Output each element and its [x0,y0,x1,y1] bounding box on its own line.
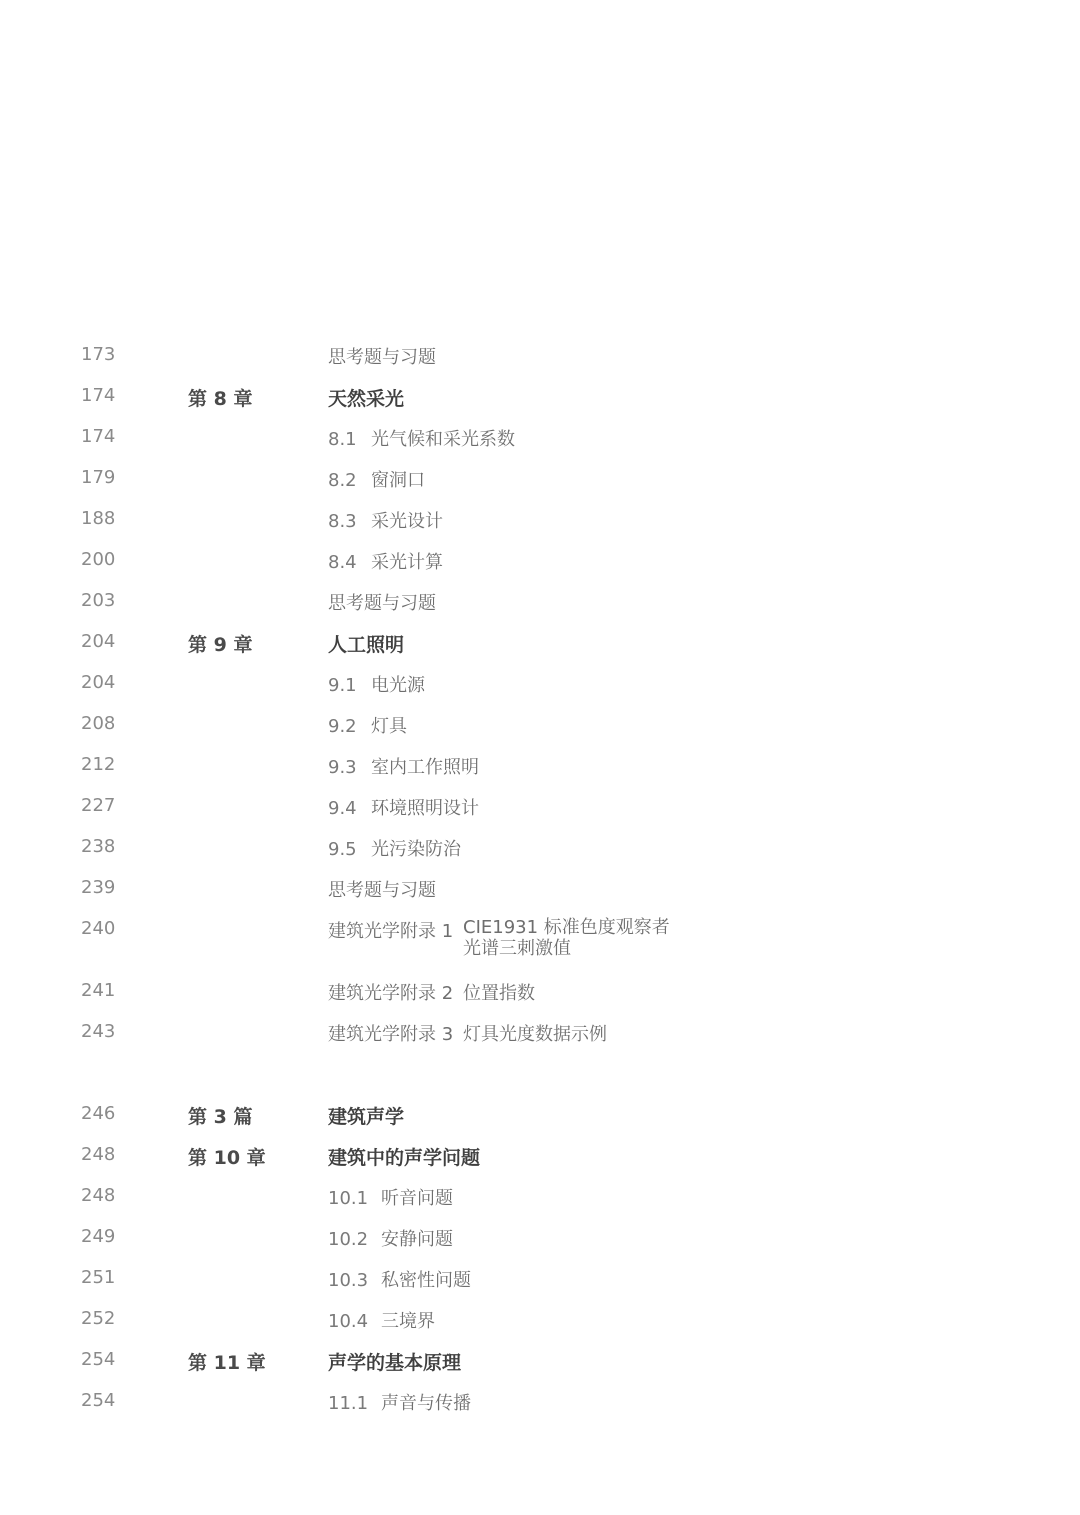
chapter-label: 第 8 章 [188,388,253,410]
page-number: 173 [81,344,116,365]
page-number: 254 [81,1390,116,1411]
appendix-title [328,1020,607,1046]
toc-entry [0,586,1080,627]
appendix-description [463,917,703,959]
section-text: 听音问题 [381,1188,453,1209]
page-number: 246 [81,1103,116,1124]
appendix-description: 灯具光度数据示例 [463,1024,607,1045]
page-number: 254 [81,1349,116,1370]
section-text: 电光源 [371,675,425,696]
page-number: 188 [81,508,116,529]
section-text: 声音与传播 [381,1393,471,1414]
section-title [328,712,407,738]
chapter-title: 人工照明 [328,634,405,656]
appendix-label: 建筑光学附录 2 [328,983,454,1004]
appendix-title [328,917,703,959]
page-number: 240 [81,918,116,939]
entry-title: 思考题与习题 [328,347,436,368]
page-number: 204 [81,672,116,693]
page-number: 251 [81,1267,116,1288]
toc-entry [0,709,1080,750]
toc-entry [0,1181,1080,1222]
section-number: 9.4 [328,798,357,819]
appendix-title [328,979,535,1005]
section-title [328,671,425,697]
section-title [328,1266,471,1292]
section-title [328,507,443,533]
page-number: 248 [81,1144,116,1165]
chapter-title: 天然采光 [328,388,405,410]
toc-entry [0,1263,1080,1304]
section-text: 私密性问题 [381,1270,471,1291]
chapter-label: 第 11 章 [188,1352,266,1374]
toc-entry [0,1386,1080,1427]
section-number: 8.2 [328,470,357,491]
section-text: 环境照明设计 [371,798,479,819]
section-number: 10.4 [328,1311,369,1332]
section-text: 光气候和采光系数 [371,429,515,450]
toc-entry [0,463,1080,504]
section-text: 采光计算 [371,552,443,573]
page-number: 174 [81,385,116,406]
appendix-label: 建筑光学附录 1 [328,921,454,942]
section-number: 9.5 [328,839,357,860]
table-of-contents [0,340,1080,1427]
section-title [328,466,425,492]
toc-chapter-entry [0,381,1080,422]
chapter-label: 第 9 章 [188,634,253,656]
section-title [328,548,443,574]
appendix-description-line: 光谱三刺激值 [463,938,571,959]
toc-chapter-entry [0,627,1080,668]
page-number: 249 [81,1226,116,1247]
page-number: 243 [81,1021,116,1042]
entry-title: 思考题与习题 [328,593,436,614]
part-title: 建筑声学 [328,1106,405,1128]
section-title [328,794,479,820]
section-title [328,1225,453,1251]
section-number: 9.3 [328,757,357,778]
toc-entry [0,668,1080,709]
chapter-title: 声学的基本原理 [328,1352,462,1374]
toc-entry [0,1304,1080,1345]
toc-appendix-entry [0,914,1080,976]
page-number: 227 [81,795,116,816]
appendix-description: 位置指数 [463,983,535,1004]
page-number: 238 [81,836,116,857]
section-text: 室内工作照明 [371,757,479,778]
toc-appendix-entry [0,1017,1080,1058]
chapter-title: 建筑中的声学问题 [328,1147,481,1169]
page-number: 239 [81,877,116,898]
chapter-label: 第 10 章 [188,1147,266,1169]
section-title [328,1184,453,1210]
toc-appendix-entry [0,976,1080,1017]
toc-entry [0,545,1080,586]
page-number: 241 [81,980,116,1001]
page-number: 200 [81,549,116,570]
section-number: 11.1 [328,1393,369,1414]
entry-title: 思考题与习题 [328,880,436,901]
toc-entry [0,832,1080,873]
section-title [328,753,479,779]
toc-chapter-entry [0,1140,1080,1181]
section-text: 三境界 [381,1311,435,1332]
part-label: 第 3 篇 [188,1106,253,1128]
toc-chapter-entry [0,1345,1080,1386]
toc-entry [0,791,1080,832]
section-number: 9.2 [328,716,357,737]
toc-part-entry [0,1099,1080,1140]
page-number: 203 [81,590,116,611]
page-number: 208 [81,713,116,734]
appendix-description-line: CIE1931 标准色度观察者 [463,917,670,938]
toc-entry [0,873,1080,914]
toc-entry [0,422,1080,463]
toc-entry [0,1222,1080,1263]
toc-entry [0,750,1080,791]
page-number: 212 [81,754,116,775]
toc-entry [0,504,1080,545]
section-text: 光污染防治 [371,839,461,860]
section-number: 10.2 [328,1229,369,1250]
toc-entry [0,340,1080,381]
section-number: 8.1 [328,429,357,450]
section-title [328,1307,435,1333]
section-number: 8.3 [328,511,357,532]
page-number: 252 [81,1308,116,1329]
section-text: 灯具 [371,716,407,737]
section-title [328,425,515,451]
section-text: 安静问题 [381,1229,453,1250]
page-number: 179 [81,467,116,488]
section-title [328,1389,471,1415]
section-number: 8.4 [328,552,357,573]
page-number: 248 [81,1185,116,1206]
section-number: 9.1 [328,675,357,696]
page-number: 204 [81,631,116,652]
appendix-label: 建筑光学附录 3 [328,1024,454,1045]
page-number: 174 [81,426,116,447]
section-text: 窗洞口 [371,470,425,491]
section-title [328,835,461,861]
section-number: 10.3 [328,1270,369,1291]
section-text: 采光设计 [371,511,443,532]
section-number: 10.1 [328,1188,369,1209]
